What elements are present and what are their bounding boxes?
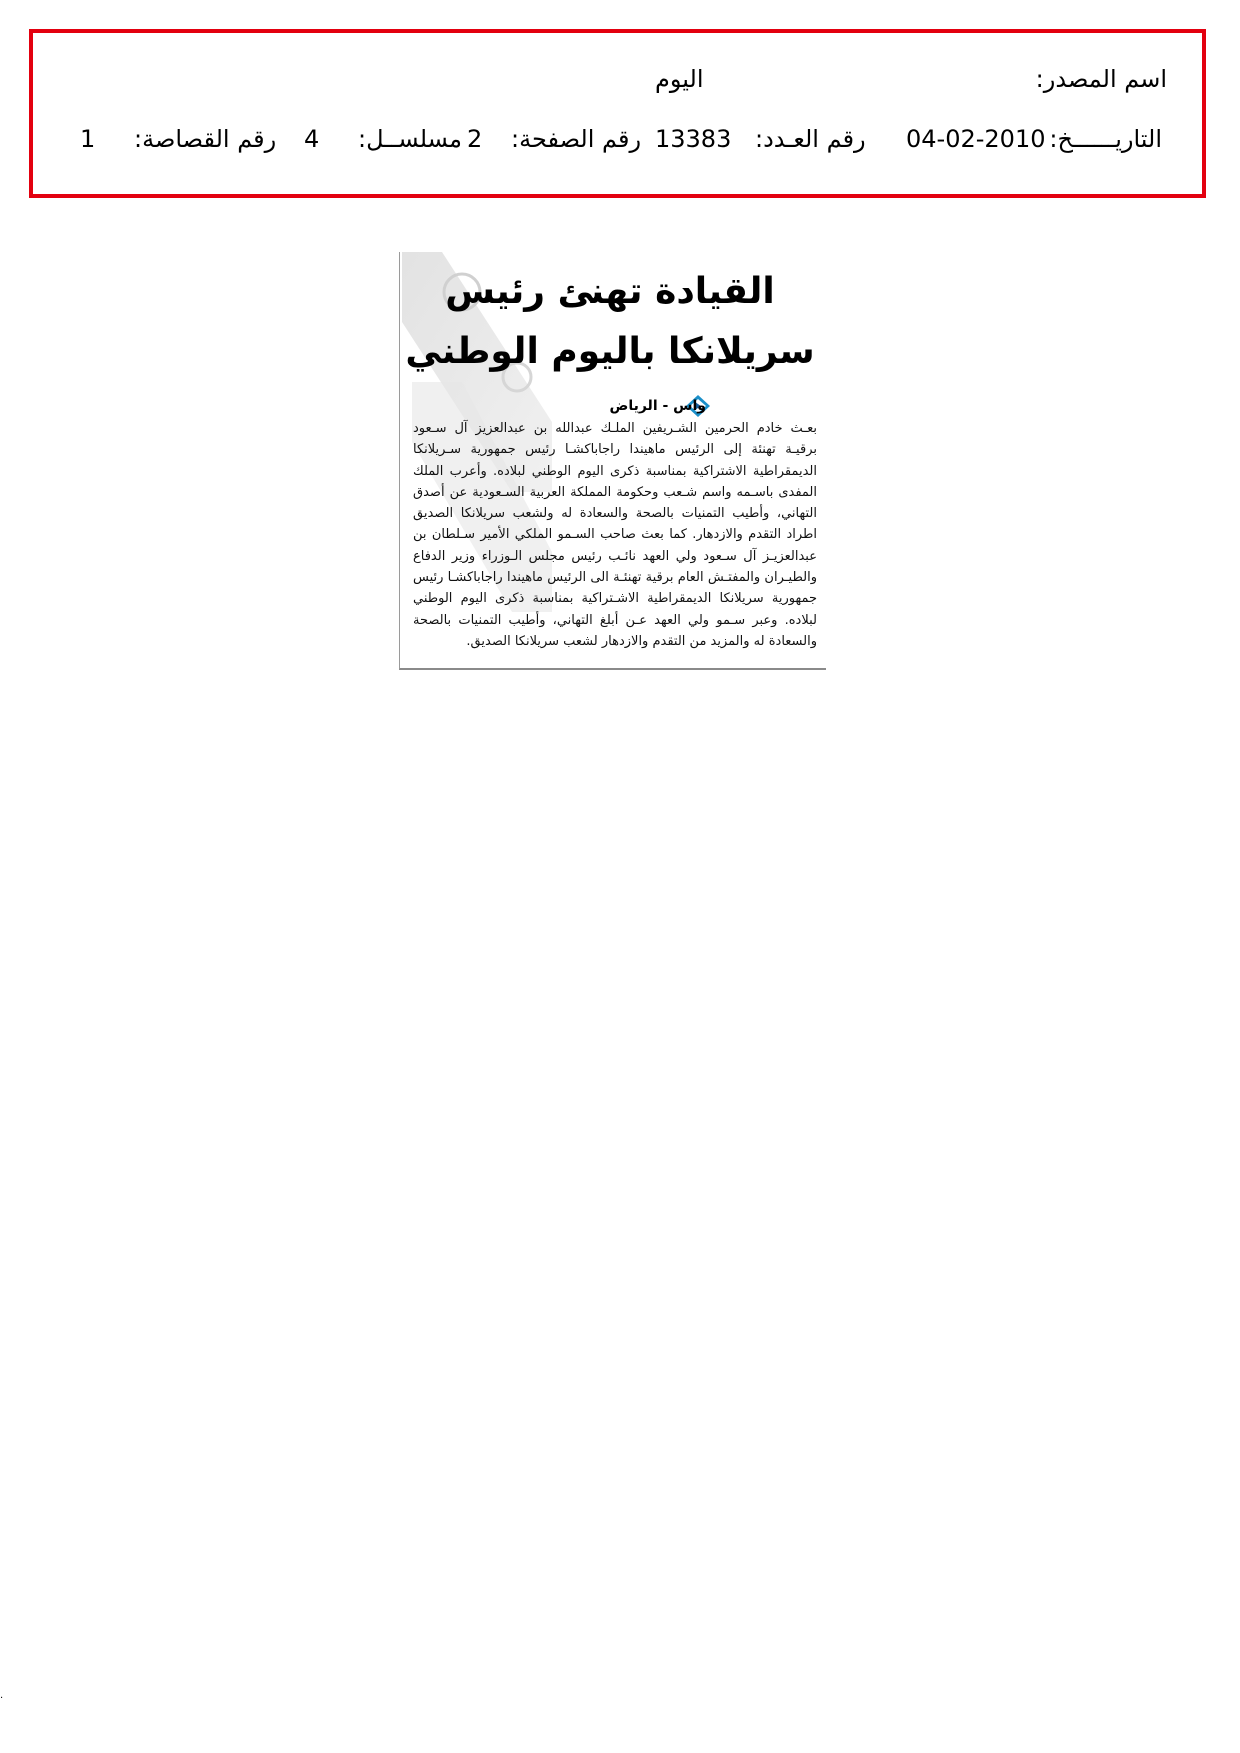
issue-label: رقم العـدد:: [755, 125, 866, 153]
metadata-box: [29, 29, 1206, 198]
headline-line-1: القيادة تهنئ رئيس: [445, 271, 775, 312]
date-label: التاريــــــخ:: [1049, 125, 1162, 153]
clipping-value: 1: [80, 125, 96, 153]
article-byline: واس - الرياض: [609, 398, 706, 414]
page-value: 2: [467, 125, 483, 153]
serial-value: 4: [304, 125, 320, 153]
serial-label: مسلســل:: [358, 125, 462, 153]
source-value: اليوم: [655, 65, 704, 93]
article-clipping: [399, 252, 826, 670]
article-body: بعـث خادم الحرمين الشـريفين الملـك عبدالله بن عبدالعزيز آل سـعود برقيـة تهنئة إلى الرئيس ماهيندا راجاباكشـا رئيس جمهورية سـريلانكا الديمقراطية الاشتراكية بمناسبة ذكرى اليوم الوطني لبلاده. وأعرب الملك المفدى باسـمه واسم شـعب وحكومة المملكة العربية السـعودية عن أصدق التهاني، وأطيب التمنيات بالصحة والسعادة له ولشعب سريلانكا الصديق اطراد التقدم والازدهار. كما بعث صاحب السـمو الملكي الأمير سـلطان بن عبدالعزيـز آل سـعود ولي العهد نائـب رئيس مجلس الـوزراء وزير الدفاع والطيـران والمفتـش العام برقية تهنئـة الى الرئيس ماهيندا راجاباكشـا رئيس جمهورية سريلانكا الديمقراطية الاشـتراكية بمناسبة ذكرى اليوم الوطني لبلاده. وعبر سـمو ولي العهد عـن أبلغ التهاني، وأطيب التمنيات بالصحة والسعادة له والمزيد من التقدم والازدهار لشعب سريلانكا الصديق.: [413, 421, 817, 649]
source-label: اسم المصدر:: [1035, 65, 1167, 93]
page-edge-mark: .: [0, 1690, 4, 1701]
clipping-label: رقم القصاصة:: [134, 125, 277, 153]
issue-value: 13383: [655, 125, 732, 153]
article-headline: [400, 262, 820, 382]
headline-line-2: سريلانكا باليوم الوطني: [405, 331, 815, 372]
page-label: رقم الصفحة:: [511, 125, 642, 153]
date-value: 04-02-2010: [906, 125, 1046, 153]
